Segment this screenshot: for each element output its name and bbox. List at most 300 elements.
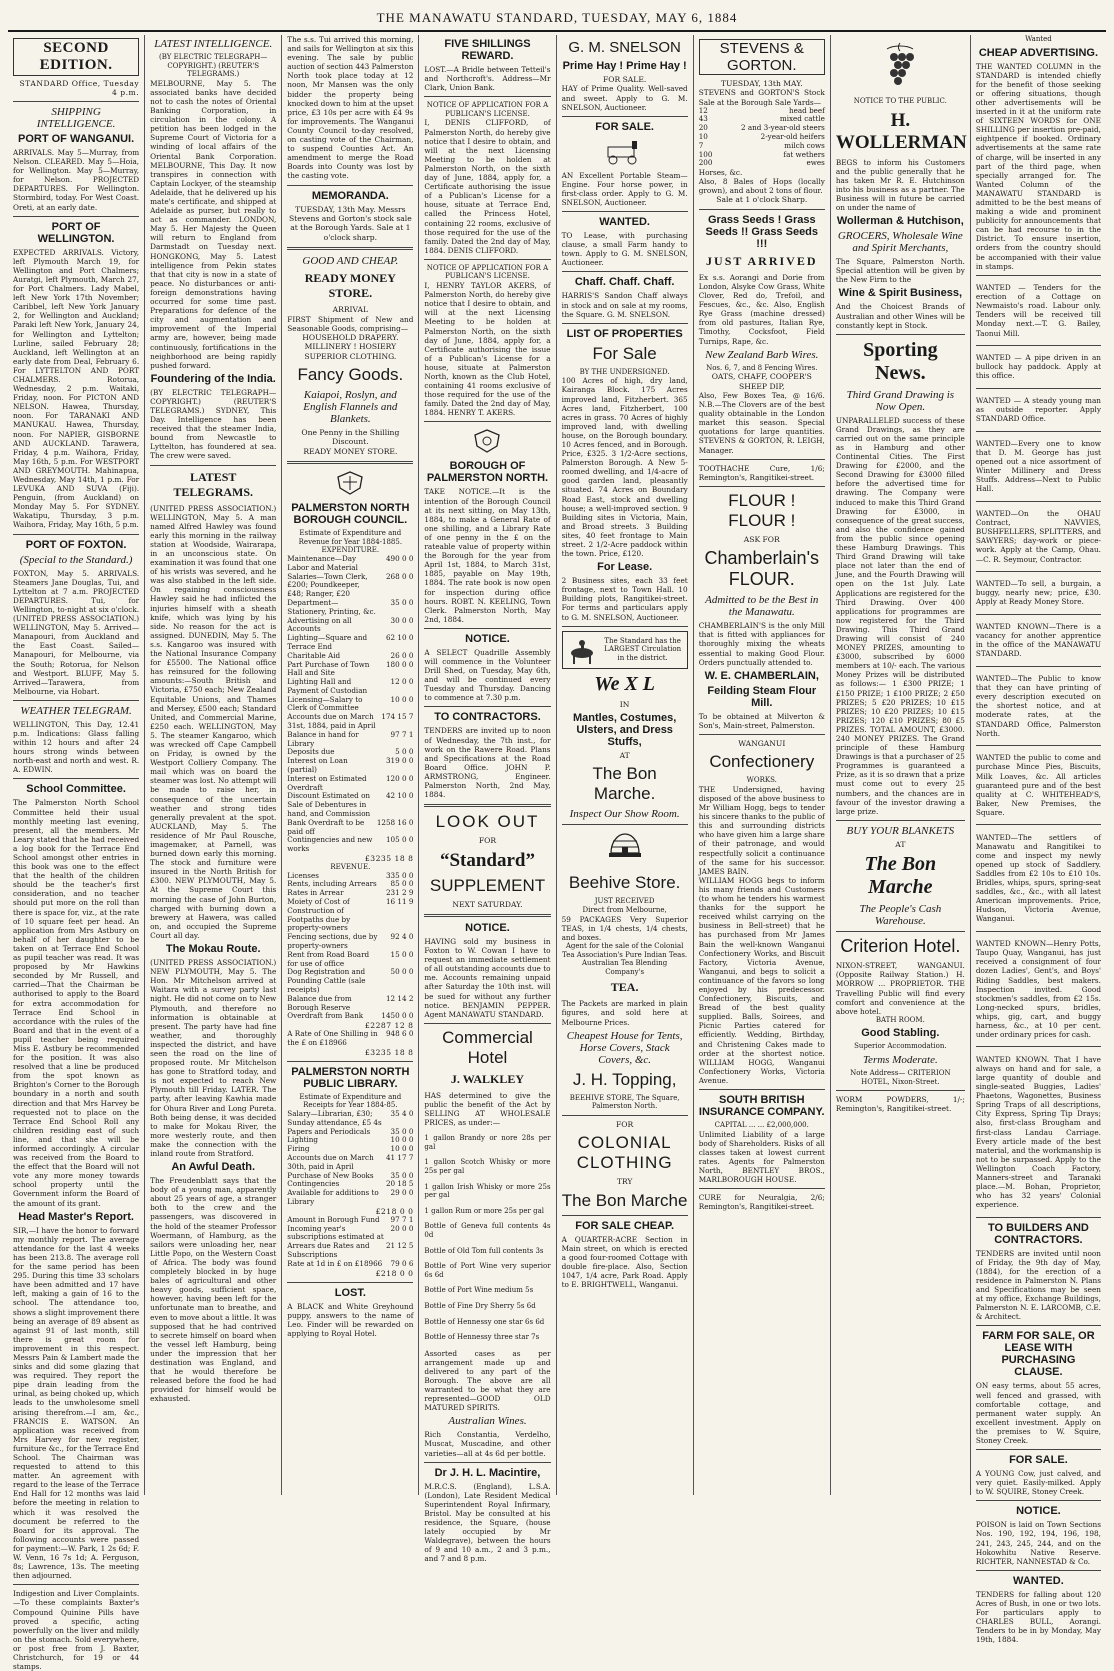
- table-row: [287, 713, 413, 731]
- price-item: Bottle of Hennessy three star 7s: [424, 1333, 540, 1342]
- row-label: Charitable Aid: [287, 650, 341, 660]
- divider: [13, 216, 139, 217]
- oats-text: Also, Few Boxes Tea, @ 16/6. N.B.—The Clovers are of the best quality obtainable in the London market this season. Special quotations for large quantities. STEVENS & GORTON, R. LEIGH, Manager.: [698, 391, 825, 455]
- column-6: [694, 35, 831, 1495]
- divider: [424, 914, 550, 917]
- revenue-total: £2287 12 8: [364, 1021, 414, 1031]
- prices-note: Assorted cases as per arrangement made up and delivered to any part of the Borough. The above are all warranted to be what they are represented—GOOD OLD MATURED SPIRITS.: [424, 1348, 551, 1413]
- weather-heading: WEATHER TELEGRAM.: [20, 704, 132, 717]
- wanted-ad: WANTED — Tenders for the erection of a Cottage on Newmaisto's road. Labour only. Tenders will be received till Monday next.—T. G. Bailey, Taonui Mill.: [975, 283, 1101, 338]
- neuralgia-notice: CURE for Neuralgia, 2/6; Remington's, Rangitikei-street.: [698, 1193, 825, 1212]
- capital-line: CAPITAL ... ... £2,000,000.: [714, 1121, 809, 1130]
- mantles-line: Mantles, Costumes, Ulsters, and Dress Stuffs,: [572, 712, 677, 749]
- divider: [562, 1115, 688, 1116]
- hops-text: Also, 8 Bales of Hops (locally grown), and about 2 tons of flour.: [698, 177, 825, 196]
- tea-heading: TEA.: [610, 980, 639, 995]
- divider: [976, 745, 1101, 746]
- feilding-mill-line: Feilding Steam Flour Mill.: [707, 684, 817, 709]
- just-arrived-heading: JUST ARRIVED: [706, 253, 818, 268]
- for-label: FOR: [478, 836, 497, 846]
- library-rate-label: Rate at 1d in £ on £18966: [287, 1258, 383, 1268]
- port-foxton-heading: PORT OF FOXTON.: [25, 538, 127, 551]
- row-label: Salaries—Town Clerk, £200; Poundkeeper, £48; Ranger, £20: [287, 571, 368, 599]
- divider: [13, 534, 139, 535]
- foxton-special-line: (Special to the Standard.): [19, 553, 133, 566]
- row-amount: 15 0 0: [390, 949, 414, 959]
- farm-heading: FARM FOR SALE, OR LEASE WITH PURCHASING CLAUSE.: [982, 1330, 1095, 1379]
- ready-money-store-heading: READY MONEY STORE.: [304, 271, 396, 301]
- oats-line: OATS, CHAFF, COOPER'S SHEEP DIP,: [711, 372, 812, 391]
- price-item: Bottle of Fine Dry Sherry 5s 6d: [424, 1301, 536, 1310]
- table-row: [287, 1154, 413, 1172]
- column-4: [419, 35, 556, 1564]
- school-committee-text: The Palmerston North School Committee held their usual monthly meeting last evening, present, all the members. Mr Leary stated that he had received a log book for the Terrace End School amongst other entries in this book was one to the effect that the health of the children should be the teacher's first consideration, and no teacher should put more on the roll than there is space for, viz., at the rate of 10 square feet per head. An application from Mrs Astbury on behalf of her daughter to be taken on at Terrace End School as pupil teacher was read. It was proposed by Mr Hawkins seconded by Mr Russell, and carried—That the Chairman be authorised to apply to the Board for extra accommodation for Terrace End School in accordance with the rules of the Board and that in the event of a pupil teacher being required Miss E. Astbury be recommended for the position. It was also resolved that a line be produced from the spot known as Brighton's Corner to the Borough boundary in a north and south direction and that Mrs Harvey be requested not to place on the Terrace End School Roll any children residing east of such line, and that she will be informed accordingly. A circular was received from the Board to the effect that the Board will not vote any more money towards school property until the Government inform the Board of the amount of its grant.: [13, 798, 140, 1208]
- row-amount: 92 4 0: [390, 932, 414, 942]
- worm-powders-notice: WORM POWDERS, 1/-; Remington's, Rangitikei-street.: [835, 1095, 965, 1114]
- row-amount: 97 7 1: [390, 729, 414, 739]
- sporting-news-heading: Sporting News.: [863, 338, 938, 384]
- terms-moderate-line: Terms Moderate.: [862, 1054, 938, 1066]
- table-row: [287, 757, 413, 775]
- row-label: Maintenance—Day Labor and Material: [287, 553, 358, 572]
- walkley-text: HAS determined to give the public the benefit of the Act by SELLING AT WHOLESALE PRICES, as under:—: [424, 1090, 551, 1128]
- divider: [562, 1215, 688, 1216]
- standard-circulation-banner: [562, 631, 688, 669]
- row-label: Deposits due: [287, 747, 335, 757]
- reward-heading: FIVE SHILLINGS REWARD.: [444, 38, 531, 62]
- wanted-ad: WANTED KNOWN. That I have always on hand and for sale, a large quantity of double and single-seated Buggies, Ladies' Phaetons, Wagonettes, Business Spring Traps of all descriptions, City Express, Spring Tip Drays; also, first-class Brougham and first-class Landau Carriage. Every article made of the best material, and the workmanship is not to be surpassed. Apply to the Wellington Coach Factory, Manners-street and Taranaki place.—M. Bohan, Proprietor, who has 32 years' Colonial experience.: [975, 1054, 1101, 1210]
- divider: [424, 259, 550, 260]
- divider: [976, 345, 1101, 346]
- criterion-hotel-heading: Criterion Hotel.: [840, 936, 961, 957]
- wanted-list: [976, 275, 1101, 1210]
- properties-text: 100 Acres of high, dry land, Kairanga Block. 175 Acres improved land, Fitzherbert. 365 Acres land, Fitzherbert, 100 acres in grass. 70 Acres of highly improved land, with dwelling house, on the Borough boundary. 10 Acres fenced, and in Borough. Price, £325. 3 1/2-Acre sections, Palmerston Borough. A New 5-roomed dwelling, and 1/4-acre of good garden land, pleasantly situated. 74 Acres on Boundary Road East, stock and dwelling house; a well-improved section. 9 Building sites in Victoria, Main, and Broad streets. 3 Building sites, 40 feet frontage to Main street. 2 1/2-Acre paddock within the town. Price, £120.: [561, 376, 688, 559]
- library-expenditure-table: [287, 1110, 413, 1207]
- row-amount: 120 0 0: [385, 773, 414, 783]
- properties-heading: LIST OF PROPERTIES: [566, 327, 683, 340]
- millinery-hosiery: MILLINERY ! HOSIERY: [304, 342, 397, 352]
- snelson-heading: G. M. SNELSON: [568, 39, 681, 56]
- row-label: Fencing sections, due by property-owners: [287, 932, 378, 950]
- wanted-ad: WANTED KNOWN—Henry Potts, Taupo Quay, Wanganui, has just received a consignment of four dozen Ladies', Gent's, and Boys' Riding Saddles, best makers. Inspection invited. Good stockmen's saddles, from £2 15s. Long-necked spurs, bridles, whips, gig, cart, and buggy harness, &c., at 10 per cent. under ordinary prices for cash.: [975, 939, 1101, 1040]
- firm-name: Wollerman & Hutchison,: [836, 215, 964, 228]
- row-label: Salary—Librarian, £30; Sunday attendance, £5 4s: [287, 1108, 382, 1127]
- row-amount: 29 0 0: [390, 1188, 414, 1198]
- flannels-blankets: Kaiapoi, Roslyn, and English Flannels and Blankets.: [303, 388, 398, 425]
- wanted-ad: WANTED—The Public to know that they can have printing of every description executed on the shortest notice, and at moderate rates, at the STANDARD Office, Palmerston North.: [975, 674, 1101, 738]
- telegrams-text: (UNITED PRESS ASSOCIATION.) WELLINGTON, May 5. A man named Alfred Hawley was found early this morning in the railway station at Woodside, Wairarapa, in an unconscious state. On examination it was found that one of his wrists was severed, and he was also stabbed in the left side. On regaining consciousness Hawley said he had inflicted the injuries himself with a sheath knife, which was lying by his side. No reason for the act is assigned. DUNEDIN, May 5. The s.s. Kangaroo was insured with the National Insurance Company for £5500. The National office has reinsured for the following amounts:—South British and Victoria, £750 each; New Zealand Equitable Unions, and Thames and Mersey, £500 each; Standard United, and Commercial Marine, £250 each. WELLINGTON, May 5. The steamer Kangaroo, which was wrecked off Cape Campbell on Friday, is owned by the Westport Colliery Company. The mail which was on board the steamer was lost. No attempt will be made to raise her, in consequence of the uncertain weather and strong tides generally prevalent at the spot. AUCKLAND, May 5. The residence of Mr Paul Rousche, imagemaker, at Parnell, was burned down early this morning. The stock and furniture were insured in the North British for £300. NEW PLYMOUTH, May 5. At the Supreme Court this morning the case of John Burton, charged with burning down a brewery at Hawera, was called on, and occupied the Supreme Court all day.: [150, 503, 277, 940]
- divider: [562, 116, 688, 117]
- row-amount: 180 0 0: [385, 659, 414, 669]
- for-sale-engine-heading: FOR SALE.: [595, 120, 654, 133]
- divider: [699, 1089, 825, 1090]
- household-drapery: HOUSEHOLD DRAPERY.: [302, 332, 399, 342]
- walkley-name: J. WALKLEY: [450, 1071, 525, 1086]
- for-sale-heading: FOR SALE.: [1009, 1454, 1068, 1467]
- local-news-text: The s.s. Tui arrived this morning, and sails for Wellington at six this evening. The sale by public auction of section 443 Palmerston North took place today at 12 noon, Mr Mansen was the only bidder the property being knocked down to him at the upset price, £3 10s per acre with £4 9s for improvements. The Wanganui County Council to-day resolved, on casting vote of the Chairman, to suspend Counties Act. An amendment to merge the Road Boards into County was lost by the casting vote.: [287, 35, 414, 181]
- stock-table: [699, 107, 825, 169]
- ready-money-store-footer: READY MONEY STORE.: [303, 446, 398, 456]
- wellington-shipping-text: EXPECTED ARRIVALS. Victory, left Plymouth March 19, for Wellington and Port Chalmers; Auratgi, left Plymouth, March 27, for Port Chalmers. Lady Mabel, left New York 17th November; Caribbel, left New York January 2, for Wellington and Auckland; Paraki left New York, January 24, for Wellington and Lyttelton; Lurline, sailed February 28; Auckland, left Wellington at an early date from Deal, February 6. For LYTTELTON AND PORT CHALMERS. Rotorua, Wednesday, 2 p.m. Waitaki, Friday, noon. For PICTON AND NELSON. Hawea, Thursday, noon. For TARANAKI AND MANUKAU. Hawea, Thursday, noon. For NAPIER, GISBORNE AND AUCKLAND. Tarawera, Friday, 4 p.m. Waihora, Friday, May 16th, 5 p.m. For WESTPORT AND GREYMOUTH. Mahinapua, Wednesday, May 14th, 1 p.m. For LEVUKA AND SUVA (Fiji). Penguin, (from Auckland) on Monday May 5. For SYDNEY. Wakatipu, Thursday, 3 p.m. Waihora, Friday, May 16th, 5 p.m.: [13, 247, 140, 530]
- table-row: [287, 1189, 413, 1207]
- australian-wines-heading: Australian Wines.: [448, 1415, 527, 1428]
- row-label: Overdraft from Bank: [287, 1011, 364, 1021]
- divider: [976, 824, 1101, 825]
- buy-blankets-line: BUY YOUR BLANKETS: [846, 824, 955, 837]
- expenditure-total: £3235 18 8: [364, 854, 414, 864]
- row-label: Firing: [287, 1144, 310, 1154]
- price-item: 1 gallon Rum or more 25s per gal: [424, 1206, 544, 1215]
- row-amount: 319 0 0: [385, 756, 414, 766]
- good-and-cheap-heading: GOOD AND CHEAP.: [302, 255, 399, 268]
- revenue-heading: REVENUE.: [330, 863, 371, 872]
- weather-text: WELLINGTON, This Day, 12.41 p.m. Indications: Glass falling within 12 hours and after 24 hours strong winds between north-east and north and west. R. A. EDWIN.: [13, 719, 140, 775]
- for-sale-big: For Sale: [592, 343, 657, 363]
- divider: [836, 820, 965, 821]
- confectionery-heading: Confectionery: [709, 752, 815, 772]
- row-amount: 26 0 0: [390, 650, 414, 660]
- divider: [562, 211, 688, 212]
- lost-text: A BLACK and White Greyhound puppy, answers to the name of Leo. Finder will be rewarded on applying to Royal Hotel.: [287, 1301, 414, 1338]
- works-label: WORKS.: [746, 776, 777, 785]
- borough-council-heading: PALMERSTON NORTH BOROUGH COUNCIL.: [291, 502, 410, 527]
- head-master-report-heading: Head Master's Report.: [18, 1210, 134, 1223]
- awful-death-text: The Freudenblatt says that the body of a young man, apparently about 25 years of age, a stranger both to the crew and the passengers, was discovered in the hold of the steamer Professor Woermann, of Hamburg, as the sailors were unloading her, near Little Popo, on the Western Coast of Africa. The body was found completely blocked in by huge bales of agricultural and other heavy goods, sufficient space, however, having been left for the unfortunate man to breathe, and even to move about a little. It was supposed that he had contrived to secrete himself on board when the vessel left Hamburg, being under the impression that her destination was England, and that he would therefore be released before the food he had provided for himself would be exhausted.: [150, 1176, 277, 1404]
- row-label: 12: [698, 105, 708, 115]
- row-amount: 16 11 9: [385, 897, 414, 907]
- divider: [13, 778, 139, 779]
- seeds-text: Ex s.s. Aorangi and Dorie from London, Alsyke Cow Grass, White Clover, Red do, Trefoil, and Fescues, &c., &c. Also, English Rye Grass (machine dressed) from old pastures, Italian Rye, Timothy, Cocksfoot, Field Turnips, Rape, &c.: [698, 272, 825, 346]
- row-amount: 174 15 7: [381, 712, 414, 722]
- divider: [976, 1449, 1101, 1450]
- notice-to-public: NOTICE TO THE PUBLIC.: [853, 97, 947, 105]
- divider: [424, 804, 550, 807]
- chamberlain-name: W. E. CHAMBERLAIN,: [704, 669, 819, 682]
- wanted-section-label: Wanted: [1025, 35, 1052, 43]
- row-amount: 1258 16 0: [376, 817, 414, 827]
- latest-telegrams-heading: LATEST TELEGRAMS.: [173, 469, 254, 499]
- divider: [699, 734, 825, 735]
- row-amount: 20 0 0: [390, 1223, 414, 1233]
- contractors-text: TENDERS are invited up to noon of Wednesday, the 7th inst., for work on the Rawere Road. Plans and Specifications at the Road Board Office. JOHN P. ARMSTRONG, Engineer. Palmerston North, 2nd May, 1884.: [424, 726, 551, 800]
- rate-label: A Rate of One Shilling in the £ on £18966: [287, 1029, 378, 1047]
- column-1: [8, 35, 145, 1671]
- divider: [287, 185, 413, 186]
- row-amount: 1450 0 0: [381, 1011, 414, 1021]
- hotel-address: Note Address— CRITERION HOTEL, Nixon-Street.: [850, 1069, 951, 1086]
- third-drawing-line: Third Grand Drawing is Now Open.: [846, 388, 955, 413]
- cheapest-house-line: Cheapest House for Tents, Horse Covers, Stack Covers, &c.: [566, 1029, 683, 1066]
- divider: [976, 614, 1101, 615]
- contractors-heading: TO CONTRACTORS.: [434, 711, 541, 724]
- notice-2-heading: NOTICE.: [465, 922, 510, 934]
- pepper-notice-text: HAVING sold my business in Foxton to W. Cowan I have to request an immediate settlement of all outstanding accounts due to me. Accounts remaining unpaid after Saturday the 10th inst. will be sued for without any further notice. BENJAMIN PEPPER. Agent MANAWATU STANDARD.: [424, 937, 551, 1019]
- undersigned-line: BY THE UNDERSIGNED.: [579, 367, 670, 376]
- divider: [699, 486, 825, 487]
- square-text: The Square, Palmerston North. Special attention will be given by the New Firm to the: [835, 257, 965, 285]
- commercial-hotel-heading: Commercial Hotel: [442, 1027, 533, 1067]
- wanganui-shipping-text: ARRIVALS. May 5—Murray, from Nelson. CLEARED. May 5—Hoia, for Wellington. May 5—Murray, for Nelson. PROJECTED DEPARTURES. For Wellington. Stormbird, today. For West Coast. Oreti, at an early date.: [13, 148, 140, 212]
- price-item: Bottle of Hennessy one star 6s 6d: [424, 1317, 545, 1326]
- bath-room-line: BATH ROOM.: [875, 1015, 925, 1024]
- row-amount: 268 0 0: [385, 571, 414, 581]
- library-rate-value: 79 0 6: [390, 1258, 414, 1268]
- row-label: Part Purchase of Town Hall and Site: [287, 659, 370, 678]
- row-label: Accounts due on March 30th, paid in April: [287, 1152, 374, 1171]
- table-row: [287, 555, 413, 573]
- arrival-heading: ARRIVAL: [332, 305, 369, 315]
- wines-text: Rich Constantia, Verdelho, Muscat, Muscadine, and other varieties—all at 4s 6d per bottle.: [424, 1430, 551, 1458]
- mokau-route-heading: The Mokau Route.: [165, 943, 261, 956]
- divider: [976, 275, 1101, 276]
- table-row: [287, 617, 413, 635]
- row-amount: 10 0 0: [390, 1144, 414, 1154]
- row-amount: 30 0 0: [390, 615, 414, 625]
- row-label: Balance in hand for Library: [287, 729, 359, 748]
- row-label: Rents, including Arrears: [287, 879, 377, 889]
- license-notice-1-text: I, DENIS CLIFFORD, of Palmerston North, do hereby give notice that I desire to obtain, and will at the next Licensing Meeting to be holden at Palmerston North, on the sixth day of June, 1884, apply for, a Certificate authorising the issue of a Publican's License for a house, situate at Terrace End, called the Princess Hotel, containing 22 rooms, exclusive of those required for the use of the family. Dated the 2nd day of May, 1884. DENIS CLIFFORD.: [424, 118, 551, 255]
- table-row: [287, 1225, 413, 1243]
- borough-crest-icon: [335, 470, 365, 496]
- column-5: [557, 35, 694, 1495]
- arrival-text: FIRST Shipment of New and Seasonable Goods, comprising—: [287, 314, 414, 333]
- row-amount: 97 7 1: [390, 1214, 414, 1224]
- quadrille-text: A SELECT Quadrille Assembly will commence in the Volunteer Drill Shed, on Tuesday, May 6th, and will be continued every Tuesday and Thursday. Dancing to commence at 7.30 p.m.: [424, 647, 551, 703]
- row-amount: 35 0 0: [390, 1170, 414, 1180]
- table-row: [287, 819, 413, 837]
- chaff-text: HARRIS'S Sandon Chaff always in stock and on sale at my rooms, the Square. G. M. SNELSON.: [561, 291, 688, 319]
- row-label: Arrears due Rates and Subscriptions: [287, 1241, 370, 1259]
- column-3: [282, 35, 419, 1495]
- wanted-ad: WANTED — A steady young man as outside reporter. Apply STANDARD Office.: [975, 396, 1101, 424]
- row-label: 43: [698, 114, 708, 124]
- row-label: Department—Stationery, Printing, &c.: [287, 597, 376, 616]
- cable-news-text: MELBOURNE, May 5. The associated banks have decided not to cash the notes of Oriental Banking Corporation, in circulation in the colony. A petition has been lodged in the Supreme Court of Victoria for a winding of local affairs of the Oriental Bank Corporation. MELBOURNE, This Day. It now transpires in connection with Captain Lockyer, of the steamship Adelaide, that he delivered up his mate's certificate, and shipped at Adelaide as purser, but really to act as commander. LONDON, May 5. Her Majesty the Queen will return to England from Darmstadt on Tuesday next. HONGKONG, May 5. Latest intelligence from Pekin states that that city is now in a state of peace. No disturbances or anti-foreign demonstrations having occurred for some time past. Preparations for defence of the city and augmentation and improvement of the Imperial army are, however, being made continuously, fortifications in the neighborhood are being rapidly pushed forward.: [150, 78, 277, 370]
- row-amount: 35 4 0: [390, 1108, 414, 1118]
- wollerman-text: BEGS to inform his Customers and the public generally that he has taken Mr R. E. Hutchinson into his business as a partner. The Business will in future be carried on under the name of: [835, 157, 965, 213]
- divider: [699, 209, 825, 210]
- good-stabling-line: Good Stabling.: [861, 1027, 940, 1040]
- table-row: [287, 731, 413, 749]
- divider: [699, 459, 825, 460]
- row-amount: 12 0 0: [390, 677, 414, 687]
- chaff-heading: Chaff. Chaff. Chaff.: [574, 276, 675, 289]
- wanted-bush-heading: WANTED.: [1013, 1574, 1064, 1587]
- license-notice-1-heading: NOTICE OF APPLICATION FOR A PUBLICAN'S LICENSE.: [426, 101, 549, 118]
- colonial-clothing-heading: COLONIAL CLOTHING: [576, 1133, 673, 1173]
- bon-marche-heading-2: The Bon Marche: [561, 1190, 688, 1210]
- wanganui-label: WANGANUI: [738, 738, 786, 748]
- divider: [424, 421, 550, 422]
- we-xl-heading: We X L: [594, 672, 655, 695]
- row-label: Incoming year's subscriptions estimated at: [287, 1223, 384, 1242]
- library-expenditure-total: £218 0 0: [375, 1206, 414, 1216]
- grand-total: £3235 18 8: [364, 1047, 414, 1057]
- row-label: Amount in Borough Fund: [287, 1214, 380, 1224]
- row-amount: 10 0 0: [390, 694, 414, 704]
- divider: [150, 465, 276, 466]
- divider: [13, 101, 139, 102]
- row-amount: 35 0 0: [390, 597, 414, 607]
- for-lease-heading: For Lease.: [597, 561, 653, 574]
- borough-crest-icon: [472, 428, 502, 454]
- row-label: Rent from Road Board for use of office: [287, 949, 370, 968]
- row-amount: 231 2 9: [385, 888, 414, 898]
- stevens-gorton-heading: STEVENS & GORTON.: [699, 39, 825, 75]
- row-label: 7: [698, 140, 704, 150]
- awful-death-heading: An Awful Death.: [171, 1161, 256, 1174]
- wollerman-heading: H. WOLLERMAN: [835, 109, 967, 153]
- superior-clothing: SUPERIOR CLOTHING.: [304, 351, 397, 361]
- table-row: [287, 951, 413, 969]
- mokau-route-text: (UNITED PRESS ASSOCIATION.) NEW PLYMOUTH, May 5. The Hon. Mr Mitchelson arrived at Waitara with a survey party last night. He did not come on to New Plymouth, and therefore no information is obtainable at present. The party have had fine weather, and thoroughly inspected the district, and have seen the road on the line of proposed route. Mr Mitchelson has gone to Stratford today, and is not expected to reach New Plymouth till Friday. LATER. The party, after leaving Kawhia made for Ohura River and Long Pureta. Both being dense, it was decided to make for Mokau River, the more westerly route, and then make the connection with the inland route from Stratford.: [150, 958, 277, 1158]
- toothache-notice: TOOTHACHE Cure, 1/6; Remington's, Rangitikei-street.: [698, 463, 825, 482]
- divider: [976, 431, 1101, 432]
- divider: [976, 388, 1101, 389]
- at-label: AT: [619, 751, 630, 761]
- row-label: 200: [698, 158, 713, 168]
- hay-text: HAY of Prime Quality. Well-saved and sweet. Apply to G. M. SNELSON, Auctioneer.: [561, 84, 688, 112]
- try-label: TRY: [616, 1177, 633, 1187]
- license-notice-2-heading: NOTICE OF APPLICATION FOR A PUBLICAN'S LICENSE.: [426, 263, 549, 281]
- for-sale-label: FOR SALE.: [602, 75, 647, 84]
- just-received-line: JUST RECEIVED: [594, 897, 655, 906]
- row-amount: 490 0 0: [385, 553, 414, 563]
- wanted-farm-text: TO Lease, with purchasing clause, a small Farm handy to town. Apply to G. M. SNELSON, Auctioneer.: [561, 231, 688, 268]
- divider: [976, 571, 1101, 572]
- wanted-ad: WANTED the public to come and purchase Mince Pies, Biscuits, Milk Loaves, &c. All articles guaranteed pure and of the best quality at C. WHITEHEAD'S, Baker, New Premises, the Square.: [975, 753, 1101, 817]
- beehive-address: BEEHIVE STORE, The Square, Palmerston North.: [569, 1093, 680, 1111]
- row-amount: 62 10 0: [385, 633, 414, 643]
- table-row: [287, 792, 413, 818]
- fancy-goods: Fancy Goods.: [297, 364, 404, 384]
- divider: [13, 700, 139, 701]
- at-label: AT: [895, 839, 906, 849]
- row-amount: 10 0 0: [390, 1135, 414, 1145]
- library-heading: PALMERSTON NORTH PUBLIC LIBRARY.: [291, 1065, 410, 1090]
- indigestion-notice: Indigestion and Liver Complaints.—To these complaints Baxter's Compound Quinine Pills have proved a specific, acting powerfully on the liver and mildly on the stomach. Sold everywhere, or post free from J. Baxter, Christchurch, for 19 or 44 stamps.: [13, 1589, 140, 1671]
- head-master-report-text: SIR,—I have the honor to forward my monthly report. The average attendance for the last 4 weeks has been 213.8. The average roll for the same period has been 295. During this time 33 scholars have been admitted and 17 have left, making a gain of 16 to the school. The attendance too, shows a slight improvement there being an average of 89 absent as against 91 of last month, still there is great room for improvement in this respect. Messrs Pain & Lambert made the sinks and did some glazing that was required. They report the pipe drain leading from the urinal, as being choked up, which leads to the unwholesome smell arising therefrom.—I am, &c., FRANCIS E. WATSON. An application was received from Mrs Harvey for new register, furniture &c., for the Terrace End School. The Chairman was requested to attend to this matter. An agreement with regard to the lease of the Terrace End Hall for 12 months was laid before the meeting in relation to which it was resolved the document be referred to the Board for its approval. The following accounts were passed for payment:—W. Park, 1 2s 6d; F. W. Venn, 16 7s 1d; A. Ferguson, 8s; Lawrence, 13s. The meeting then adjourned.: [13, 1225, 140, 1581]
- row-label: 10: [698, 131, 708, 141]
- divider: [287, 461, 413, 464]
- row-amount: 41 17 7: [385, 1152, 414, 1162]
- borough-heading: BOROUGH OF PALMERSTON NORTH.: [426, 460, 549, 485]
- inspect-line: Inspect Our Show Room.: [569, 808, 680, 821]
- table-row: [699, 159, 825, 168]
- divider: [976, 1500, 1101, 1501]
- row-amount: 5 0 0: [395, 747, 414, 757]
- criterion-text: NIXON-STREET, WANGANUI. (Opposite Railway Station.) H. MORROW ... PROPRIETOR. THE Travelling Public will find every comfort and convenience at the above hotel.: [835, 961, 965, 1016]
- library-rate-table: [287, 1260, 413, 1269]
- row-label: Balance due from Borough Reserve: [287, 993, 352, 1012]
- library-total: £218 0 0: [375, 1268, 414, 1278]
- divider: [976, 1570, 1101, 1571]
- standard-heading: “Standard”: [439, 849, 535, 871]
- grocers-line: GROCERS, Wholesale Wine and Spirit Merchants,: [837, 230, 963, 255]
- masthead: [8, 6, 1106, 32]
- row-amount: ewes: [806, 158, 825, 168]
- table-row: [287, 573, 413, 599]
- row-label: Bank Overdraft to be paid off: [287, 817, 365, 836]
- chamberlain-text: CHAMBERLAIN'S is the only Mill that is fitted with appliances for thoroughly mixing the wheats essential to making Good Flour. Orders punctually attended to.: [698, 621, 825, 667]
- reuter-line: (BY ELECTRIC TELEGRAPH—COPYRIGHT.) (REUTER'S TELEGRAMS.): [159, 53, 268, 79]
- direct-line: Direct from Melbourne,: [582, 906, 667, 915]
- library-estimate-title: Estimate of Expenditure and Receipts for Year 1884-85.: [299, 1092, 402, 1110]
- superior-accommodation-line: Superior Accommodation.: [854, 1042, 947, 1051]
- port-wanganui-heading: PORT OF WANGANUI.: [18, 133, 135, 145]
- row-label: Papers and Periodicals: [287, 1126, 371, 1136]
- lost-heading: LOST.: [334, 1286, 366, 1299]
- row-label: Purchase of New Books: [287, 1170, 374, 1180]
- shipping-heading: SHIPPING INTELLIGENCE.: [36, 106, 116, 130]
- tuesday-line: TUESDAY, 13th MAY.: [720, 79, 803, 88]
- supplement-heading: SUPPLEMENT: [429, 875, 546, 895]
- row-amount: 35 0 0: [390, 1126, 414, 1136]
- row-amount: 2 and 3-year-old steers: [741, 123, 825, 133]
- horse-rider-icon: [566, 635, 598, 665]
- price-item: Bottle of Port Wine very superior 6s 6d: [424, 1262, 551, 1279]
- table-row: [287, 1242, 413, 1260]
- table-row: [287, 661, 413, 679]
- cow-text: A YOUNG Cow, just calved, and very quiet. Easily-milked. Apply to W. SQUIRE, Stoney Creek.: [975, 1469, 1101, 1497]
- obtained-text: To be obtained at Milverton & Son's, Main-street, Palmerston.: [698, 711, 825, 730]
- divider: [287, 1061, 413, 1062]
- rate-table: [287, 1030, 413, 1048]
- borough-text: TAKE NOTICE.—It is the intention of the Borough Council at its next sitting, on May 13th, 1884, to make a General Rate of one shilling, and a Library Rate of one penny in the £ on the rateable value of property within the Borough for the year from April 1st, 1884, to March 31st, 1885, payable on May 19th, 1884. The rate book is now open for inspection during office hours. ROBT. N. KEELING, Town Clerk. Palmerston North, May 2nd, 1884.: [424, 487, 551, 624]
- row-label: Licenses: [287, 870, 319, 880]
- packages-text: 59 PACKAGES Very Superior TEAS, in 1/4 chests, 1/4 chests, and boxes.: [561, 914, 688, 942]
- row-label: Interest on Loan (partial): [287, 756, 348, 775]
- insurance-text: Unlimited Liability of a large body of Shareholders. Risks of all classes taken at lowest current rates. Agents for Palmerston North, BENTLEY BROS., MARLBOROUGH HOUSE.: [698, 1129, 825, 1185]
- row-label: Licensing—Salary to Clerk of Committee: [287, 694, 363, 713]
- stock-sale-text: STEVENS and GORTON'S Stock Sale at the Borough Sale Yards—: [698, 88, 825, 107]
- sale-time: Sale at 1 o'clock Sharp.: [716, 195, 808, 205]
- prime-hay-heading: Prime Hay ! Prime Hay !: [562, 60, 687, 72]
- table-row: [287, 995, 413, 1013]
- table-row: [287, 634, 413, 652]
- row-amount: 2-year-old heifers: [760, 131, 825, 141]
- admitted-line: Admitted to be the Best in the Manawatu.: [705, 594, 819, 619]
- price-item: 1 gallon Irish Whisky or more 25s per gal: [424, 1182, 551, 1200]
- divider: [424, 628, 550, 629]
- price-item: 1 gallon Scotch Whisky or more 25s per gal: [424, 1158, 551, 1175]
- row-amount: 85 0 0: [390, 879, 414, 889]
- in-label: IN: [619, 699, 630, 709]
- beehive-store-heading: Beehive Store.: [568, 873, 681, 893]
- divider: [424, 1023, 550, 1024]
- table-row: [287, 898, 413, 933]
- wine-spirit-line: Wine & Spirit Business,: [838, 287, 963, 300]
- engine-text: AN Excellent Portable Steam—Engine. Four horse power, in first-class order. Apply to G. M. SNELSON, Auctioneer.: [561, 170, 688, 207]
- row-label: 100: [698, 149, 713, 159]
- price-list: [424, 1134, 550, 1342]
- builders-text: TENDERS are invited until noon of Friday, the 9th day of May, (1884), for the erection of a residence in Palmerston N. Plans and Specifications may be seen at my office, Exchange Buildings, Palmerston N. E. LARCOMB, C.E. & Architect.: [975, 1248, 1101, 1322]
- price-item: Bottle of Port Wine medium 5s: [424, 1286, 534, 1295]
- steam-engine-icon: [602, 139, 648, 165]
- row-amount: 21 12 5: [385, 1241, 414, 1251]
- wanted-ad: WANTED KNOWN—There is a vacancy for another apprentice in the office of the MANAWATU STANDARD.: [975, 622, 1101, 659]
- farm-text: ON easy terms, about 55 acres, well fenced and grassed, with comfortable cottage, and permanent water supply. An excellent investment. Apply on the premises to W. Squire, Stoney Creek.: [975, 1381, 1101, 1445]
- divider: [976, 1325, 1101, 1326]
- doctor-heading: Dr J. H. L. Macintire,: [434, 1466, 541, 1479]
- grass-seeds-heading: Grass Seeds ! Grass Seeds !! Grass Seeds !!!: [705, 213, 819, 250]
- builders-heading: TO BUILDERS AND CONTRACTORS.: [988, 1221, 1089, 1246]
- wanted-ad: WANTED — A pipe driven in an bullock hay paddock. Apply at this office.: [975, 353, 1101, 381]
- doctor-text: M.R.C.S. (England), L.S.A. (London), Late Resident Medical Superintendent Royal Infirmary, Bristol. May be consulted at his residence, the Square, (house lately occupied by Mr Waldegrave), between the hours of 9 and 10 a.m., 2 and 3 p.m., and 7 and 8 p.m.: [424, 1481, 551, 1564]
- row-label: Dog Registration and Pounding Cattle (sale receipts): [287, 967, 366, 994]
- hogg-text: WILLIAM HOGG begs to inform his many friends and Customers (to whom he tenders his warmest thanks for the support he received whilst carrying on the business in Bell-street) that he has purchased from Mr James Bain the well-known Wanganui Confectionery Works, and Biscuit Factory, Victoria Avenue, Wanganui, and begs to solicit a continuance of the favors so long enjoyed by his predecessor. Confectionery, Biscuits, and Bread of the best quality supplied. Balls, Soirees, and Picnic Parties catered for efficiently. Wedding, Birthday, and Christening Cakes made to order at the shortest notice. WILLIAM HOGG, Wanganui Confectionery Works, Victoria Avenue.: [698, 875, 825, 1085]
- row-label: Advertising on all Accounts: [287, 615, 352, 634]
